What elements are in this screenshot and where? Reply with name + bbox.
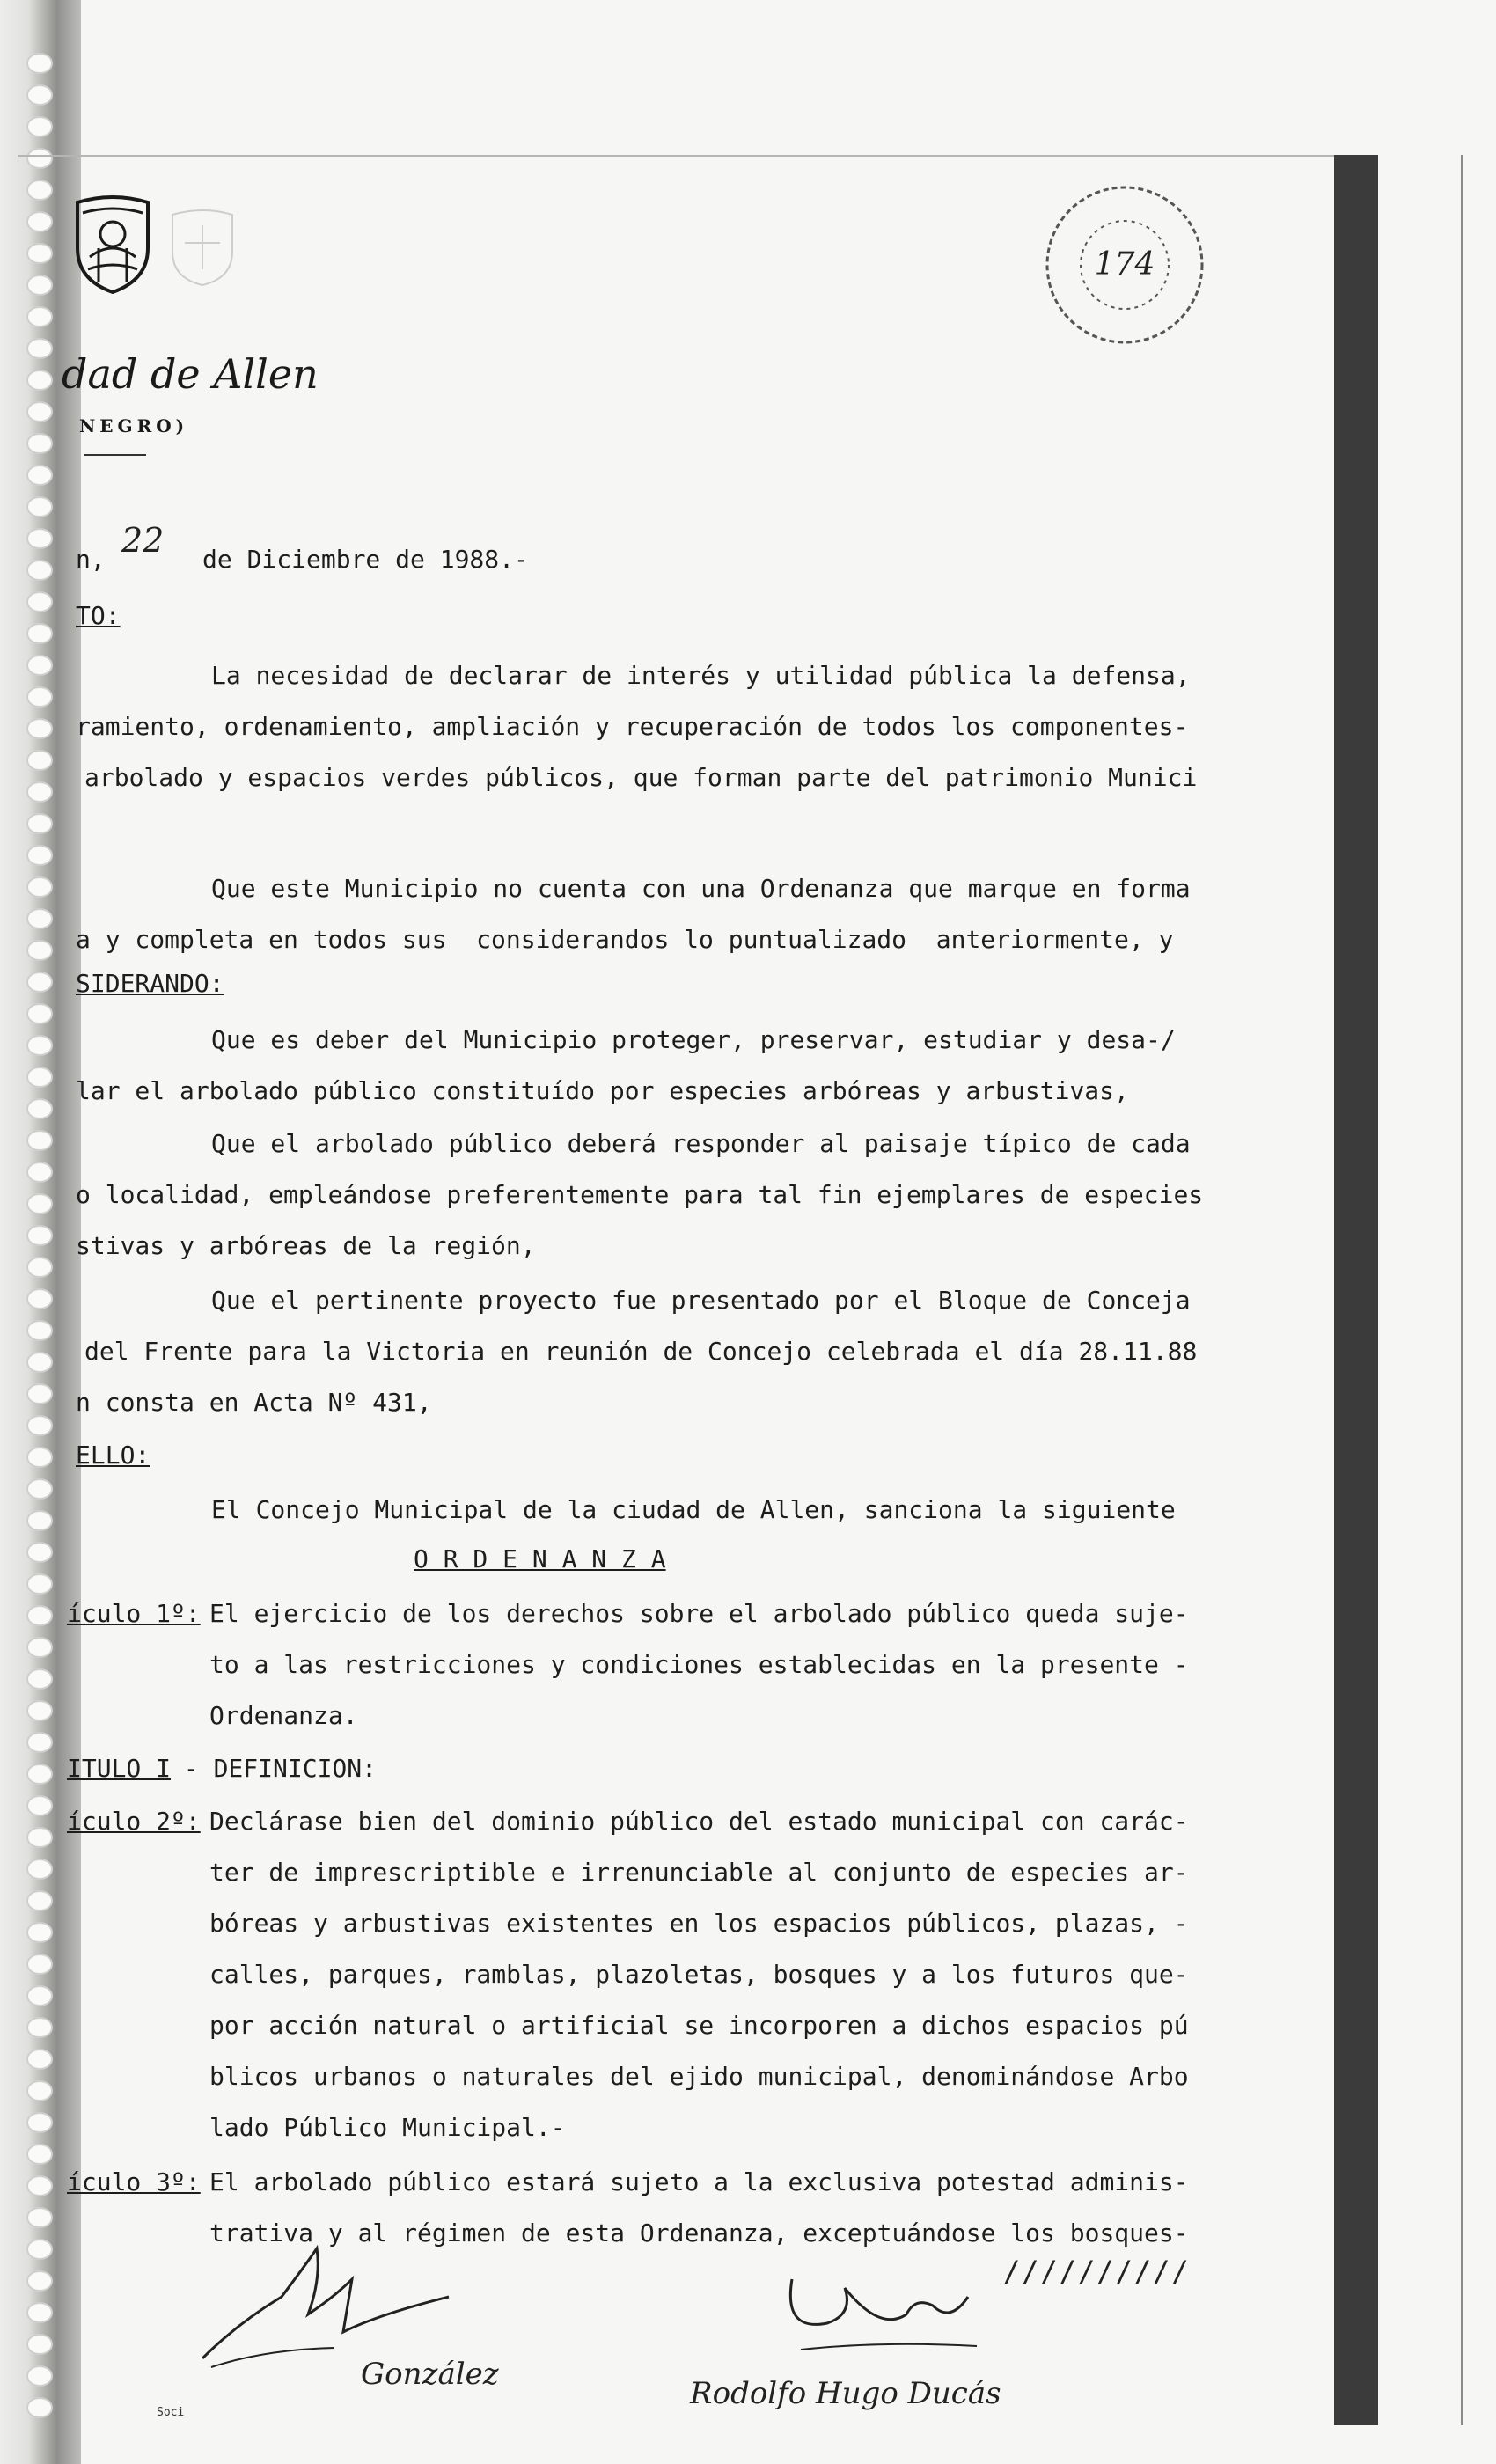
binder-hole [26,655,53,676]
binder-hole [26,845,53,866]
c3-line: n consta en Acta Nº 431, [76,1388,432,1417]
c3-line: Que el pertinente proyecto fue presentado por el Bloque de Conceja [211,1286,1191,1315]
art2-line: ter de imprescriptible e irrenunciable al conjunto de especies ar- [209,1858,1189,1887]
binder-hole [26,84,53,106]
binder-hole [26,1067,53,1088]
titulo1-rest: - DEFINICION: [169,1754,378,1783]
binder-hole [26,275,53,296]
c1-line: lar el arbolado público constituído por especies arbóreas y arbustivas, [76,1076,1129,1105]
art2-line: lado Público Municipal.- [209,2113,566,2142]
art2-label: ículo 2º: [67,1807,201,1836]
binder-hole [26,1225,53,1246]
art3-line: El arbolado público estará sujeto a la exclusiva potestad adminis- [209,2167,1189,2196]
binder-hole [26,1985,53,2006]
binder-hole [26,1922,53,1943]
binder-hole [26,908,53,929]
binder-hole [26,1098,53,1119]
binder-hole [26,338,53,359]
art3-label: ículo 3º: [67,2167,201,2196]
right-signatory-name: Rodolfo Hugo Ducás [690,2376,1001,2411]
c2-line: stivas y arbóreas de la región, [76,1231,536,1260]
p1-line: La necesidad de declarar de interés y utilidad pública la defensa, [211,661,1191,690]
binder-hole [26,53,53,74]
sanciona-line: El Concejo Municipal de la ciudad de Allen, sanciona la siguiente [211,1495,1176,1524]
binder-hole [26,2334,53,2355]
art2-line: blicos urbanos o naturales del ejido municipal, denominándose Arbo [209,2062,1189,2091]
binder-hole [26,1668,53,1690]
binder-hole [26,1035,53,1056]
binder-hole [26,2112,53,2133]
c1-line: Que es deber del Municipio proteger, preservar, estudiar y desa-/ [211,1025,1176,1054]
binder-hole [26,528,53,549]
top-rule [18,155,1338,157]
binder-hole [26,1478,53,1500]
binder-hole [26,750,53,771]
binder-hole [26,116,53,137]
binder-hole [26,1162,53,1183]
binder-hole [26,2207,53,2228]
binder-hole [26,718,53,739]
binder-hole [26,2144,53,2165]
binder-hole [26,972,53,993]
binder-hole [26,1447,53,1468]
art3-line: trativa y al régimen de esta Ordenanza, exceptuándose los bosques- [209,2218,1189,2248]
binder-hole [26,433,53,454]
binder-hole [26,1764,53,1785]
binder-hole [26,2302,53,2323]
binder-hole [26,370,53,391]
date-rest: de Diciembre de 1988.- [202,545,529,574]
municipal-emblem-icon [72,195,153,294]
binder-hole [26,2080,53,2101]
binder-hole [26,1130,53,1151]
visto-label: TO: [76,601,121,630]
binder-hole [26,148,53,169]
date-prefix: n, [76,545,106,574]
binder-hole [26,1890,53,1911]
binder-hole [26,1605,53,1626]
p2-line: Que este Municipio no cuenta con una Ordenanza que marque en forma [211,874,1191,903]
binder-hole [26,623,53,644]
binder-hole [26,1954,53,1975]
binder-hole [26,1859,53,1880]
art1-label: ículo 1º: [67,1599,201,1628]
binder-hole [26,560,53,581]
titulo1-label: ITULO I [67,1754,172,1783]
binder-hole [26,1827,53,1848]
binder-hole [26,2017,53,2038]
binder-hole [26,1542,53,1563]
art1-line: El ejercicio de los derechos sobre el arbolado público queda suje- [209,1599,1189,1628]
binder-hole [26,781,53,803]
scan-edge-line [1461,155,1463,2425]
binder-hole [26,1257,53,1278]
p1-line: ramiento, ordenamiento, ampliación y recuperación de todos los componentes- [76,712,1189,741]
binder-hole [26,1573,53,1595]
left-signatory-caption: Soci [157,2406,185,2419]
considerando-label: SIDERANDO: [76,969,224,998]
left-signatory-name: González [361,2357,499,2392]
binder-hole [26,591,53,612]
art2-line: por acción natural o artificial se incorporen a dichos espacios pú [209,2011,1189,2040]
binder-hole [26,813,53,834]
binder-hole [26,2270,53,2292]
binder-hole [26,306,53,327]
binder-hole [26,180,53,201]
binder-hole [26,211,53,232]
scan-edge-bar [1334,155,1378,2425]
slash-marks: ////////// [1003,2255,1191,2288]
binder-hole [26,1193,53,1214]
p1-line: arbolado y espacios verdes públicos, que forman parte del patrimonio Munici [84,763,1198,792]
binder-hole [26,243,53,264]
date-day: 22 [121,521,165,560]
binder-hole [26,1288,53,1309]
c3-line: del Frente para la Victoria en reunión de Concejo celebrada el día 28.11.88 [84,1337,1198,1366]
c2-line: o localidad, empleándose preferentemente para tal fin ejemplares de especies [76,1180,1204,1209]
art1-line: to a las restricciones y condiciones establecidas en la presente - [209,1650,1189,1679]
c2-line: Que el arbolado público deberá responder al paisaje típico de cada [211,1129,1191,1158]
binder-hole [26,686,53,708]
stamp-number: 174 [1094,246,1155,282]
faint-emblem-icon [167,208,238,287]
binder-hole [26,1700,53,1721]
binder-hole [26,1003,53,1024]
binder-hole [26,1637,53,1658]
province-label: NEGRO) [79,415,189,436]
binder-hole [26,2365,53,2387]
art2-line: Declárase bien del dominio público del estado municipal con carác- [209,1807,1189,1836]
right-signature-scribble [774,2262,986,2367]
binder-hole [26,1383,53,1404]
binder-hole [26,401,53,422]
binder-hole [26,1415,53,1436]
art2-line: calles, parques, ramblas, plazoletas, bosques y a los futuros que- [209,1960,1189,1989]
header-underline [84,454,146,456]
art1-line: Ordenanza. [209,1701,358,1730]
binder-hole [26,1510,53,1531]
municipal-stamp [1038,183,1211,347]
municipality-name: dad de Allen [62,350,319,398]
por-ello-label: ELLO: [76,1441,150,1470]
p2-line: a y completa en todos sus considerandos lo puntualizado anteriormente, y [76,925,1174,954]
binder-hole [26,1732,53,1753]
binder-hole [26,940,53,961]
binder-hole [26,876,53,898]
binder-hole [26,2049,53,2070]
binder-hole [26,2397,53,2418]
binder-hole [26,465,53,486]
binder-hole [26,2175,53,2196]
binder-hole [26,2239,53,2260]
ordenanza-title: O R D E N A N Z A [414,1544,666,1573]
art2-line: bóreas y arbustivas existentes en los espacios públicos, plazas, - [209,1909,1189,1938]
binder-hole [26,1795,53,1816]
binder-hole [26,1320,53,1341]
binder-hole [26,1352,53,1373]
binder-hole [26,496,53,517]
